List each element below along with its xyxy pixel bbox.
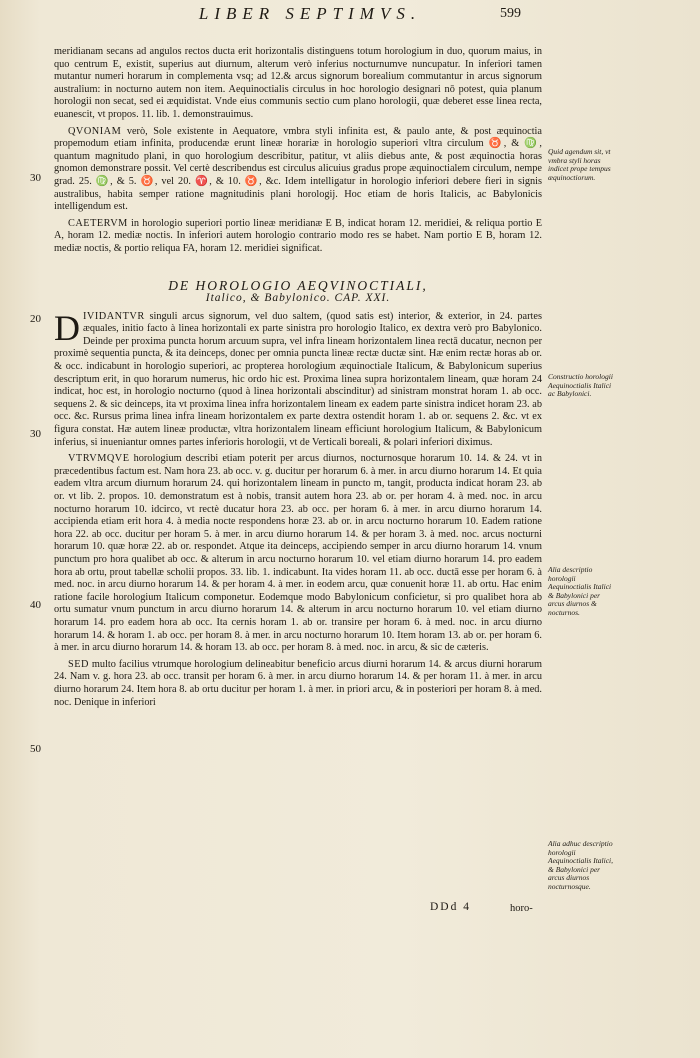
paragraph-lead: IVIDANTVR xyxy=(83,310,145,322)
chapter-heading xyxy=(54,277,542,305)
margin-note: Quid agendum sit, vt vmbra styli horas indicet prope tempus æquinoctiorum. xyxy=(548,147,611,182)
main-text xyxy=(54,46,542,713)
drop-cap: D xyxy=(54,307,80,348)
paragraph-lead: QVONIAM xyxy=(68,125,122,137)
line-number: 40 xyxy=(30,599,41,611)
paragraph-lead: SED xyxy=(68,658,89,670)
paragraph-text: in horologio superiori portio lineæ meridianæ E B, indicat horam 12. meridiei, & reliqua portio E A, horam 12. mediæ noctis. In inferiori autem horologio contrario modo res se habet. Nam portio E B, horam 12. mediæ noctis, & portio reliqua FA, horam 12. meridiei significat. xyxy=(54,217,542,254)
margin-note: Alia adhuc descriptio horologii Aequinoctialis Italici, & Babylonici per arcus diurnos nocturnosque. xyxy=(548,839,613,891)
line-number: 50 xyxy=(30,743,41,755)
chapter-title: DE HOROLOGIO AEQVINOCTIALI, xyxy=(168,277,428,293)
margin-note: Constructio horologii Aequinoctialis Italici ac Babylonici. xyxy=(548,372,613,399)
signature-mark: DDd 4 xyxy=(430,901,471,913)
paragraph-text: singuli arcus signorum, vel duo saltem, (quod satis est) interior, & exterior, in 24. partes æquales, initio facto à linea horizontali ex parte sinistra pro horologio Italico, ex dextra verò pro Babylonico. Deinde per proxima puncta horum arcuum supra, vel infra lineam horizontalem linea rectā ducatur, necnon per proximè sequentia puncta, & ita deinceps, donec per omnia puncta lineæ rectæ ductæ sint. Hæ enim rectæ horas ab or. & occ. indicabunt in horologio superiori, ac propterea horologium æquinoctiale Italicum, & Babylonicum superius descriptum erit, in quo horarum numerus, hic ordo hic est. Proxima linea supra horizontalem lineam, quæ horam 24 indicat, hoc est, in horologio nocturno (quod à linea horizontali abscinditur) ad sinistram monstrat horam 1. ab occ. sequens 2. & sic deinceps, ita vt proxima linea infra horizontalem lineam ex eadem parte sinistra indicet horam 23. ab occ. &c. Rursus prima linea infra lineam horizontalem ex parte dextra ostendit horam 1. ab or. sequens 2. &c. vt ex figura constat. Hæ autem lineæ productæ, vltra horizontalem lineam efficiunt horologium Italicum, & Babylonicum inferius, si inueniantur omnes partes inferioris horologii, vt de Verticali boreali, & polari inferiori diximus. xyxy=(54,310,542,448)
chapter-subtitle: Italico, & Babylonico. CAP. XXI. xyxy=(205,292,391,305)
paragraph xyxy=(54,453,542,655)
paragraph-lead: VTRVMQVE xyxy=(68,453,130,465)
running-head: LIBER SEPTIMVS. xyxy=(198,4,422,23)
paragraph-text: horologium describi etiam poterit per arcus diurnos, nocturnosque horarum 10. 14. & 24. vt in præcedentibus factum est. Nam hora 23. ab occ. v. g. ducitur per horarum 6. à mer. in arcu diurno horarum 14. Et quia eadem vltra arcum diurnum horarum 24. qui horizontalem lineam in puncto m, tangit, producta indicat horam 23. ab or. vt lib. 2. propos. 10. demonstratum est à nobis, transit autem hora 23. ab or. per horam 4. à med. noc. in arcu nocturno horarum 10. idcirco, vt rectè ducatur hora 23. ab occ. per horam 6. à mer. in arcu diurno horarum 14. accipienda etiam erit hora 4. à media nocte respondens horæ 23. ab or. in arcu nocturno horarum 10. Eadem ratione hora 22. ab occ. ducitur per horam 5. à mer. in arcu diurno horarum 14. & per horam 3. à med. noc. arcus nocturni horarum 10. quæ horæ 22. ab or. respondet. Atque ita deinceps, accipiendo semper in arcu diurno horarum 14. vnum punctum pro hora qualibet ab occ. & alterum in arcu nocturno horarum 10. vel etiam diurno horarum 14. pro eadem hora ab ortu, prout tabellæ scholii propos. 33. lib. 1. indicabunt. Ita vides horam 11. ab occ. ductā esse per horam 6. à med. noc. in arcu diurno horarum 14. & per horam 4. à mer. in eodem arcu, quæ conuenit horæ 11. ab ortu. Hac enim ratione facile horologium Italicum componetur. Eodemque modo Babylonicum conficietur, si pro qualibet hora ab ortu sumatur vnum punctum in arcu diurno horarum 14. & alterum in arcu nocturno horarum 10. vel etiam diurno horarum 14. pro eadem hora ab occ. Ita cernis horam 1. ab or. transire per horam 6. à med. noc. in arcu diurno horarum 14. & horam 1. ab occ. per horam 8. à mer. in arcu nocturno horarum 10. Item horam 13. ab or. per horam 6. à mer. in arcu diurno horarum 14. & horam 13. ab occ. per horam 8. à med. noc. in arcu, & sic de cæteris. xyxy=(54,453,542,654)
line-number: 30 xyxy=(30,172,41,184)
catchword: horo- xyxy=(510,903,533,914)
paragraph xyxy=(54,126,542,214)
line-number: 20 xyxy=(30,313,41,325)
paragraph xyxy=(54,218,542,256)
paragraph xyxy=(54,659,542,709)
page-number: 599 xyxy=(500,6,521,21)
paragraph-lead: CAETERVM xyxy=(68,217,128,229)
margin-note: Alia descriptio horologii Aequinoctialis Italici & Babylonici per arcus diurnos & nocturnos. xyxy=(548,565,612,617)
line-number: 30 xyxy=(30,428,41,440)
paragraph xyxy=(54,307,542,450)
paragraph-text: verò, Sole existente in Aequatore, vmbra styli infinita est, & paulo ante, & post æquinoctia propemodum etiam infinita, producendæ erunt lineæ horariæ in horologio superiori vltra circulum ♉, & ♍, quantum magnitudo plani, in quo horologium describitur, patitur, vt aliis diebus ante, & post æquinoctia horas gnomon demonstrare possit. Vel certè describendus est circulus alicuius gradus prope æquinoctialem circulum, nempe grad. 25. ♍, & 5. ♉, vel 20. ♈, & 10. ♉, &c. Idem intelligatur in horologio inferiori debere fieri in signis australibus, habita semper ratione magnitudinis plani horologij. Hoc etiam de horis Italicis, ac Babylonicis intelligendum est. xyxy=(54,125,542,213)
paragraph: meridianam secans ad angulos rectos ducta erit horizontalis distinguens totum horologium in duo, quorum maius, in quo centrum E, existit, superius aut diurnum, alterum verò inferius nocturnumve nuncupatur. In inferiori tamen mutantur numeri horarum in complementa vsq; ad 12.& arcus signorum borealium commutantur in arcus signorum australium: in nocturno autem non item. Aequinoctialis circulus in hoc horologio designari nō potest, quia planum horologii non secat, sed ei æquidistat. Vnde eius communis sectio cum plano horologii, quæ deberet esse linea recta, euanescit, vt propos. 11. lib. 1. demonstrauimus. xyxy=(54,46,542,120)
paragraph-text: multo facilius vtrumque horologium delineabitur beneficio arcus diurni horarum 14. & arcus diurni horarum 24. Nam v. g. hora 23. ab occ. transit per horam 6. à mer. in arcu diurno horarum 14. & per horam 11. à mer. in arcu diurno horarum 24. Item hora 8. ab ortu ducitur per horam 1. à mer. in priori arcu, & in posteriori per horam 8. à med. noc. Denique in inferiori xyxy=(54,658,542,708)
